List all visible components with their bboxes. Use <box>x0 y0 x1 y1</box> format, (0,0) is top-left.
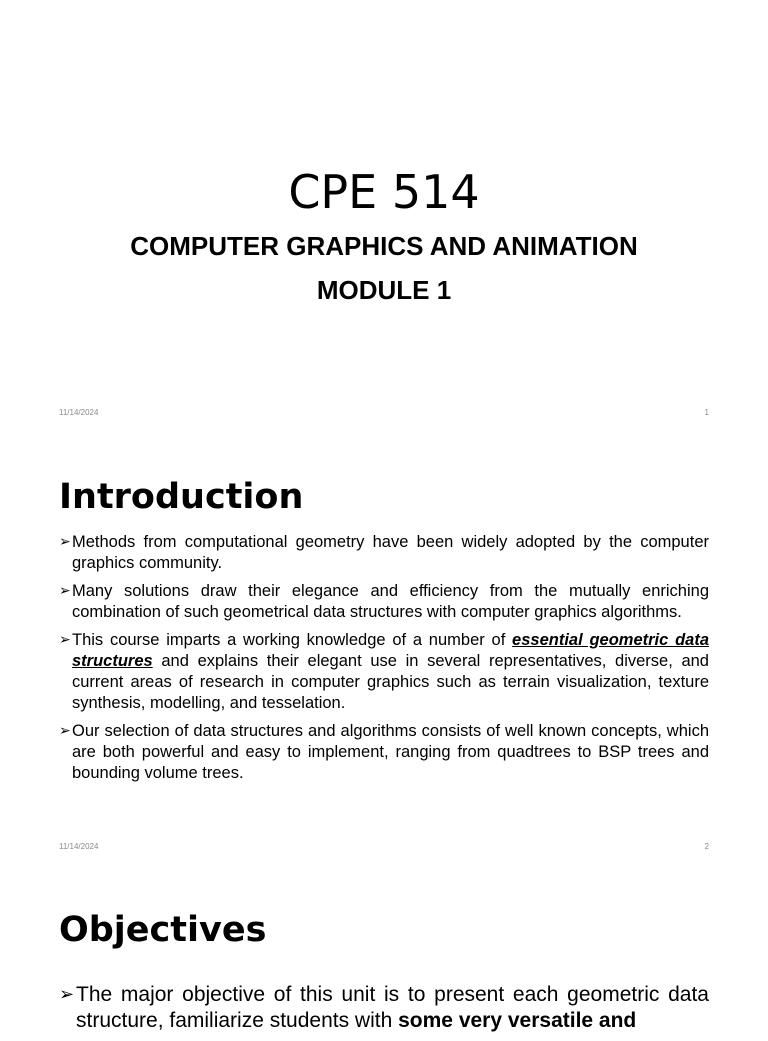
course-code: CPE 514 <box>288 165 480 219</box>
arrow-bullet-icon: ➢ <box>59 984 75 1005</box>
bullet-text: Many solutions draw their elegance and efficiency from the mutually enriching combination of such geometrical data structures with computer graphics algorithms. <box>72 582 709 621</box>
slide-heading: Introduction <box>59 477 304 517</box>
arrow-bullet-icon: ➢ <box>59 534 71 550</box>
page-number: 1 <box>704 408 709 417</box>
slide-heading: Objectives <box>59 910 267 950</box>
bullet-text-after: and explains their elegant use in several representatives, diverse, and current areas of research in computer graphics such as terrain visualization, texture synthesis, modelling, and tesselation. <box>72 652 709 712</box>
page-number: 2 <box>704 842 709 851</box>
bullet-item <box>59 630 709 714</box>
arrow-bullet-icon: ➢ <box>59 632 71 648</box>
bullet-text-bold: some very versatile and <box>398 1009 637 1032</box>
arrow-bullet-icon: ➢ <box>59 583 71 599</box>
bullet-text: Our selection of data structures and algorithms consists of well known concepts, which are both powerful and easy to implement, ranging from quadtrees to BSP trees and bounding volume trees. <box>72 722 709 782</box>
footer-date: 11/14/2024 <box>59 408 99 417</box>
bullet-item <box>59 532 709 574</box>
emphasis-link[interactable]: essential geometric data structures <box>72 631 709 670</box>
slide-1 <box>0 0 768 434</box>
bullet-item <box>59 721 709 784</box>
module-label: MODULE 1 <box>316 275 452 305</box>
bullet-item <box>59 581 709 623</box>
bullet-text: The major objective of this unit is to present each geometric data structure, familiarize students with <box>76 983 709 1032</box>
course-title: COMPUTER GRAPHICS AND ANIMATION <box>130 231 638 261</box>
arrow-bullet-icon: ➢ <box>59 723 71 739</box>
bullet-list <box>59 982 709 1041</box>
footer-date: 11/14/2024 <box>59 842 99 851</box>
bullet-text: Methods from computational geometry have been widely adopted by the computer graphics community. <box>72 533 709 572</box>
slide-3 <box>0 868 768 1032</box>
bullet-text-before: This course imparts a working knowledge of a number of <box>72 631 513 649</box>
bullet-item <box>59 982 709 1034</box>
slide-2 <box>0 434 768 868</box>
bullet-list <box>59 532 709 791</box>
